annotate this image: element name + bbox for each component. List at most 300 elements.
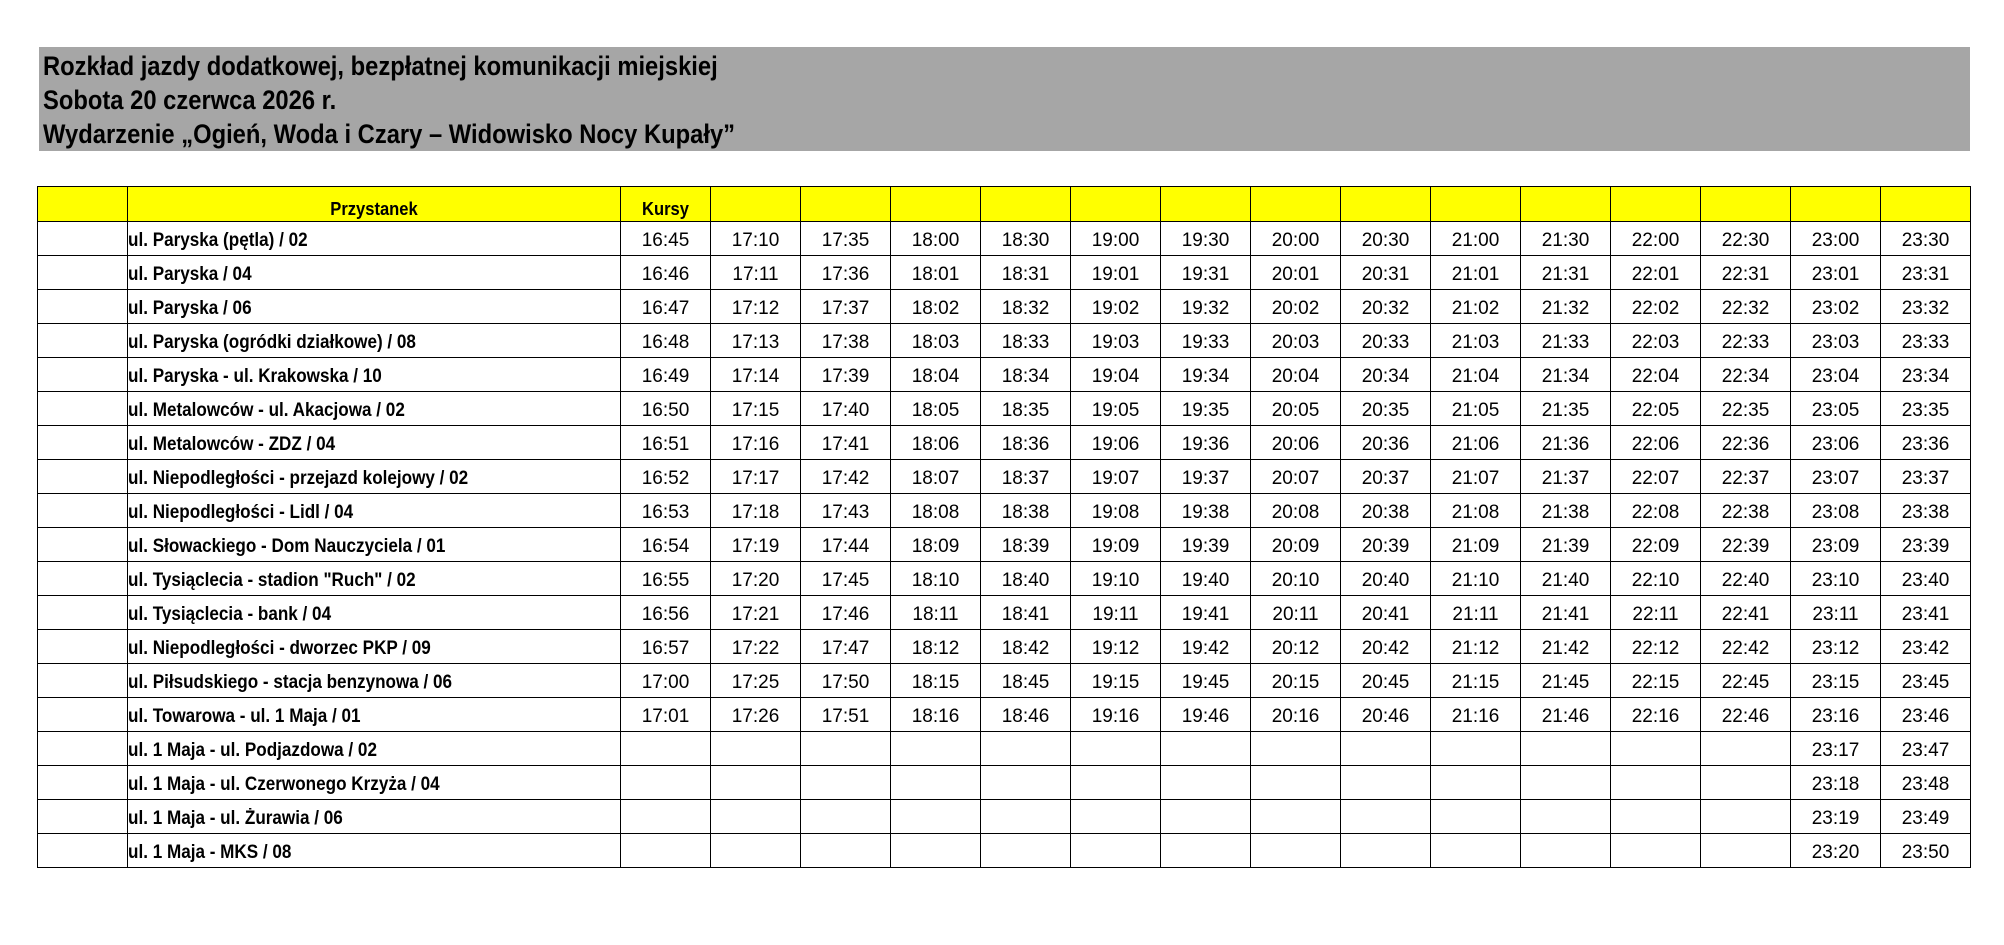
departure-time-cell: [1701, 800, 1791, 834]
departure-time: 23:07: [1811, 468, 1860, 489]
departure-time-cell: [621, 460, 711, 494]
departure-time: 17:51: [821, 706, 870, 727]
departure-time-cell: [1791, 664, 1881, 698]
departure-time-cell: [1251, 732, 1341, 766]
departure-time-cell: [1161, 392, 1251, 426]
departure-time-cell: [1341, 800, 1431, 834]
departure-time: 23:38: [1901, 502, 1950, 523]
departure-time: 23:41: [1901, 604, 1950, 625]
departure-time: 22:30: [1721, 230, 1770, 251]
departure-time-cell: [891, 596, 981, 630]
departure-time-cell: [1161, 358, 1251, 392]
departure-time: 23:08: [1811, 502, 1860, 523]
row-blank-cell: [38, 698, 128, 732]
title-line-1: Rozkład jazdy dodatkowej, bezpłatnej komunikacji miejskiej: [43, 51, 718, 81]
departure-time-cell: [1611, 460, 1701, 494]
departure-time: 19:07: [1091, 468, 1140, 489]
departure-time: 18:05: [911, 400, 960, 421]
departure-time-cell: [1341, 766, 1431, 800]
departure-time: 23:30: [1901, 230, 1950, 251]
departure-time: 18:31: [1001, 264, 1050, 285]
departure-time-cell: [1611, 392, 1701, 426]
departure-time-cell: [1341, 426, 1431, 460]
departure-time-cell: [1161, 256, 1251, 290]
departure-time: 22:32: [1721, 298, 1770, 319]
departure-time-cell: [1881, 494, 1971, 528]
departure-time-cell: [1701, 732, 1791, 766]
departure-time-cell: [1431, 562, 1521, 596]
departure-time-cell: [1071, 528, 1161, 562]
departure-time-cell: [1791, 528, 1881, 562]
departure-time-cell: [891, 732, 981, 766]
departure-time: 22:03: [1631, 332, 1680, 353]
departure-time-cell: [801, 494, 891, 528]
departure-time-cell: [1251, 834, 1341, 868]
departure-time: 19:36: [1181, 434, 1230, 455]
header-empty-cell: [891, 187, 981, 222]
departure-time-cell: [1251, 800, 1341, 834]
header-kursy-label: Kursy: [642, 199, 689, 219]
departure-time-cell: [891, 664, 981, 698]
departure-time-cell: [891, 392, 981, 426]
departure-time-cell: [711, 596, 801, 630]
departure-time: 21:31: [1541, 264, 1590, 285]
departure-time-cell: [711, 698, 801, 732]
departure-time: 23:46: [1901, 706, 1950, 727]
row-blank-cell: [38, 494, 128, 528]
departure-time: 22:10: [1631, 570, 1680, 591]
departure-time-cell: [981, 426, 1071, 460]
departure-time: 17:50: [821, 672, 870, 693]
departure-time-cell: [891, 528, 981, 562]
header-empty-cell: [801, 187, 891, 222]
departure-time: 23:09: [1811, 536, 1860, 557]
stop-name-cell: [128, 528, 621, 562]
departure-time: 19:11: [1092, 604, 1139, 625]
departure-time: 23:42: [1901, 638, 1950, 659]
departure-time: 23:10: [1811, 570, 1860, 591]
departure-time: 20:16: [1271, 706, 1320, 727]
departure-time: 17:16: [731, 434, 780, 455]
departure-time: 21:34: [1541, 366, 1590, 387]
departure-time-cell: [1251, 664, 1341, 698]
departure-time: 23:11: [1812, 604, 1859, 625]
departure-time-cell: [891, 324, 981, 358]
departure-time-cell: [891, 460, 981, 494]
departure-time: 23:33: [1901, 332, 1950, 353]
departure-time-cell: [1881, 290, 1971, 324]
stop-name-cell: [128, 256, 621, 290]
departure-time-cell: [621, 596, 711, 630]
departure-time-cell: [1071, 392, 1161, 426]
departure-time: 21:09: [1451, 536, 1500, 557]
departure-time-cell: [891, 426, 981, 460]
table-row: [38, 596, 1971, 630]
departure-time-cell: [1791, 392, 1881, 426]
departure-time: 23:16: [1811, 706, 1860, 727]
departure-time-cell: [1251, 290, 1341, 324]
departure-time-cell: [1521, 732, 1611, 766]
departure-time-cell: [1521, 324, 1611, 358]
departure-time-cell: [1521, 494, 1611, 528]
departure-time: 20:46: [1361, 706, 1410, 727]
departure-time-cell: [1071, 256, 1161, 290]
departure-time: 20:07: [1271, 468, 1320, 489]
departure-time: 17:13: [731, 332, 780, 353]
departure-time-cell: [1521, 222, 1611, 256]
departure-time: 18:32: [1001, 298, 1050, 319]
departure-time-cell: [1521, 460, 1611, 494]
departure-time: 18:07: [911, 468, 960, 489]
departure-time: 21:32: [1541, 298, 1590, 319]
departure-time: 23:47: [1901, 740, 1950, 761]
row-blank-cell: [38, 460, 128, 494]
departure-time: 20:09: [1271, 536, 1320, 557]
departure-time-cell: [621, 630, 711, 664]
departure-time: 21:41: [1541, 604, 1590, 625]
departure-time-cell: [1521, 800, 1611, 834]
departure-time: 19:33: [1181, 332, 1230, 353]
departure-time-cell: [621, 732, 711, 766]
departure-time-cell: [801, 358, 891, 392]
departure-time-cell: [1251, 460, 1341, 494]
departure-time: 23:17: [1811, 740, 1860, 761]
departure-time: 18:35: [1001, 400, 1050, 421]
departure-time-cell: [1521, 562, 1611, 596]
departure-time-cell: [1071, 290, 1161, 324]
departure-time: 17:22: [731, 638, 780, 659]
departure-time-cell: [1521, 256, 1611, 290]
departure-time-cell: [1791, 460, 1881, 494]
departure-time-cell: [1791, 426, 1881, 460]
departure-time: 17:25: [731, 672, 780, 693]
departure-time-cell: [801, 426, 891, 460]
departure-time-cell: [891, 766, 981, 800]
departure-time-cell: [981, 528, 1071, 562]
stop-name: ul. Niepodległości - dworzec PKP / 09: [128, 638, 431, 659]
departure-time: 19:00: [1091, 230, 1140, 251]
departure-time: 16:50: [641, 400, 690, 421]
header-empty-cell: [1701, 187, 1791, 222]
departure-time-cell: [1431, 324, 1521, 358]
departure-time: 20:04: [1271, 366, 1320, 387]
departure-time: 21:07: [1451, 468, 1500, 489]
departure-time: 23:36: [1901, 434, 1950, 455]
departure-time-cell: [1251, 494, 1341, 528]
departure-time-cell: [801, 528, 891, 562]
departure-time: 22:15: [1631, 672, 1680, 693]
departure-time-cell: [1341, 698, 1431, 732]
departure-time-cell: [891, 630, 981, 664]
departure-time-cell: [1701, 766, 1791, 800]
departure-time: 19:04: [1091, 366, 1140, 387]
stop-name-cell: [128, 596, 621, 630]
departure-time-cell: [891, 494, 981, 528]
departure-time-cell: [981, 324, 1071, 358]
departure-time: 21:06: [1451, 434, 1500, 455]
departure-time: 17:44: [821, 536, 870, 557]
departure-time: 22:31: [1721, 264, 1770, 285]
departure-time-cell: [1341, 630, 1431, 664]
table-row: [38, 732, 1971, 766]
departure-time-cell: [1341, 290, 1431, 324]
departure-time: 19:40: [1181, 570, 1230, 591]
departure-time-cell: [891, 256, 981, 290]
departure-time: 23:04: [1811, 366, 1860, 387]
departure-time: 21:01: [1451, 264, 1500, 285]
departure-time: 17:15: [731, 400, 780, 421]
departure-time: 19:41: [1181, 604, 1230, 625]
departure-time-cell: [1341, 494, 1431, 528]
departure-time-cell: [1161, 222, 1251, 256]
departure-time: 17:36: [821, 264, 870, 285]
departure-time: 22:09: [1631, 536, 1680, 557]
departure-time-cell: [1071, 698, 1161, 732]
departure-time-cell: [1071, 664, 1161, 698]
departure-time-cell: [1341, 528, 1431, 562]
departure-time-cell: [981, 698, 1071, 732]
departure-time: 19:30: [1181, 230, 1230, 251]
departure-time-cell: [1611, 562, 1701, 596]
departure-time-cell: [1251, 562, 1341, 596]
stop-name-cell: [128, 834, 621, 868]
departure-time: 16:46: [641, 264, 690, 285]
table-row: [38, 528, 1971, 562]
departure-time: 18:30: [1001, 230, 1050, 251]
departure-time-cell: [1431, 290, 1521, 324]
departure-time-cell: [1611, 256, 1701, 290]
row-blank-cell: [38, 630, 128, 664]
departure-time-cell: [981, 460, 1071, 494]
departure-time: 20:01: [1271, 264, 1320, 285]
departure-time: 17:41: [821, 434, 870, 455]
departure-time: 22:41: [1721, 604, 1770, 625]
departure-time-cell: [891, 698, 981, 732]
stop-name-cell: [128, 426, 621, 460]
departure-time-cell: [1791, 630, 1881, 664]
departure-time: 19:35: [1181, 400, 1230, 421]
departure-time-cell: [621, 528, 711, 562]
departure-time-cell: [1161, 324, 1251, 358]
departure-time: 23:05: [1811, 400, 1860, 421]
departure-time: 19:01: [1091, 264, 1140, 285]
departure-time-cell: [1071, 800, 1161, 834]
stop-name: ul. Paryska / 04: [128, 264, 252, 285]
departure-time: 23:50: [1901, 842, 1950, 863]
departure-time: 17:35: [821, 230, 870, 251]
departure-time-cell: [1881, 630, 1971, 664]
departure-time-cell: [1701, 698, 1791, 732]
departure-time-cell: [1521, 358, 1611, 392]
departure-time-cell: [801, 460, 891, 494]
departure-time: 19:39: [1181, 536, 1230, 557]
departure-time-cell: [1521, 664, 1611, 698]
departure-time: 16:49: [641, 366, 690, 387]
departure-time-cell: [1341, 562, 1431, 596]
table-row: [38, 358, 1971, 392]
departure-time: 16:48: [641, 332, 690, 353]
departure-time: 19:05: [1091, 400, 1140, 421]
departure-time: 18:10: [911, 570, 960, 591]
departure-time-cell: [1791, 834, 1881, 868]
departure-time: 23:32: [1901, 298, 1950, 319]
departure-time-cell: [1161, 596, 1251, 630]
departure-time: 22:11: [1632, 604, 1679, 625]
departure-time: 21:38: [1541, 502, 1590, 523]
departure-time: 20:05: [1271, 400, 1320, 421]
departure-time-cell: [1071, 460, 1161, 494]
departure-time-cell: [621, 324, 711, 358]
departure-time: 18:06: [911, 434, 960, 455]
table-row: [38, 698, 1971, 732]
departure-time-cell: [1791, 732, 1881, 766]
departure-time-cell: [1251, 358, 1341, 392]
row-blank-cell: [38, 426, 128, 460]
stop-name: ul. Tysiąclecia - bank / 04: [128, 604, 332, 625]
departure-time: 21:08: [1451, 502, 1500, 523]
departure-time-cell: [1881, 800, 1971, 834]
departure-time-cell: [1521, 630, 1611, 664]
header-stop-label: Przystanek: [330, 199, 418, 219]
stop-name-cell: [128, 562, 621, 596]
departure-time-cell: [711, 562, 801, 596]
departure-time-cell: [1251, 766, 1341, 800]
departure-time: 23:01: [1811, 264, 1860, 285]
departure-time: 20:32: [1361, 298, 1410, 319]
departure-time-cell: [1341, 222, 1431, 256]
departure-time-cell: [1161, 834, 1251, 868]
table-header-row: [38, 187, 1971, 222]
departure-time-cell: [1071, 732, 1161, 766]
departure-time-cell: [1701, 528, 1791, 562]
departure-time-cell: [1161, 528, 1251, 562]
departure-time: 22:12: [1631, 638, 1680, 659]
departure-time: 20:10: [1271, 570, 1320, 591]
departure-time: 22:45: [1721, 672, 1770, 693]
departure-time-cell: [1251, 426, 1341, 460]
departure-time-cell: [711, 494, 801, 528]
departure-time: 20:34: [1361, 366, 1410, 387]
departure-time-cell: [891, 800, 981, 834]
departure-time-cell: [1521, 528, 1611, 562]
departure-time-cell: [621, 664, 711, 698]
departure-time-cell: [1161, 664, 1251, 698]
departure-time-cell: [981, 732, 1071, 766]
stop-name-cell: [128, 630, 621, 664]
departure-time: 22:07: [1631, 468, 1680, 489]
departure-time-cell: [1431, 358, 1521, 392]
departure-time-cell: [1251, 528, 1341, 562]
departure-time-cell: [801, 800, 891, 834]
departure-time-cell: [1251, 596, 1341, 630]
table-row: [38, 392, 1971, 426]
departure-time-cell: [1431, 256, 1521, 290]
departure-time-cell: [981, 392, 1071, 426]
departure-time-cell: [1611, 664, 1701, 698]
row-blank-cell: [38, 800, 128, 834]
departure-time: 20:45: [1361, 672, 1410, 693]
stop-name: ul. Tysiąclecia - stadion "Ruch" / 02: [128, 570, 416, 591]
table-row: [38, 290, 1971, 324]
stop-name: ul. Paryska (pętla) / 02: [128, 230, 308, 251]
departure-time: 17:46: [821, 604, 870, 625]
departure-time-cell: [1611, 596, 1701, 630]
stop-name-cell: [128, 392, 621, 426]
departure-time: 17:18: [731, 502, 780, 523]
table-row: [38, 630, 1971, 664]
departure-time-cell: [1431, 460, 1521, 494]
departure-time: 18:39: [1001, 536, 1050, 557]
departure-time-cell: [981, 596, 1071, 630]
departure-time-cell: [801, 290, 891, 324]
departure-time-cell: [1071, 324, 1161, 358]
stop-name-cell: [128, 698, 621, 732]
departure-time-cell: [1161, 426, 1251, 460]
departure-time: 23:03: [1811, 332, 1860, 353]
departure-time: 22:34: [1721, 366, 1770, 387]
departure-time-cell: [1161, 800, 1251, 834]
stop-name: ul. 1 Maja - MKS / 08: [128, 842, 292, 863]
departure-time-cell: [711, 290, 801, 324]
departure-time-cell: [1881, 256, 1971, 290]
departure-time: 22:16: [1631, 706, 1680, 727]
header-stop-cell: [128, 187, 621, 222]
departure-time: 23:34: [1901, 366, 1950, 387]
departure-time-cell: [801, 664, 891, 698]
departure-time: 21:03: [1451, 332, 1500, 353]
departure-time-cell: [1161, 698, 1251, 732]
stop-name-cell: [128, 732, 621, 766]
stop-name: ul. 1 Maja - ul. Podjazdowa / 02: [128, 740, 377, 761]
departure-time: 23:19: [1811, 808, 1860, 829]
departure-time-cell: [1611, 290, 1701, 324]
departure-time: 19:42: [1181, 638, 1230, 659]
departure-time-cell: [1071, 630, 1161, 664]
header-kursy-cell: [621, 187, 711, 222]
departure-time-cell: [1251, 222, 1341, 256]
table-row: [38, 494, 1971, 528]
departure-time-cell: [1431, 698, 1521, 732]
departure-time-cell: [1251, 698, 1341, 732]
departure-time-cell: [711, 460, 801, 494]
departure-time: 19:16: [1091, 706, 1140, 727]
departure-time-cell: [1341, 324, 1431, 358]
departure-time-cell: [1161, 766, 1251, 800]
departure-time-cell: [1071, 596, 1161, 630]
departure-time: 18:11: [912, 604, 959, 625]
departure-time-cell: [1791, 562, 1881, 596]
stop-name: ul. Metalowców - ul. Akacjowa / 02: [128, 400, 405, 421]
departure-time-cell: [621, 800, 711, 834]
departure-time: 21:04: [1451, 366, 1500, 387]
timetable: [37, 186, 1971, 868]
stop-name-cell: [128, 800, 621, 834]
departure-time: 18:02: [911, 298, 960, 319]
departure-time: 23:37: [1901, 468, 1950, 489]
departure-time: 23:15: [1811, 672, 1860, 693]
departure-time-cell: [1431, 494, 1521, 528]
departure-time-cell: [621, 494, 711, 528]
departure-time: 22:05: [1631, 400, 1680, 421]
departure-time: 23:35: [1901, 400, 1950, 421]
departure-time: 20:08: [1271, 502, 1320, 523]
departure-time: 23:45: [1901, 672, 1950, 693]
departure-time-cell: [801, 834, 891, 868]
departure-time-cell: [981, 358, 1071, 392]
departure-time-cell: [1341, 596, 1431, 630]
departure-time-cell: [1881, 766, 1971, 800]
departure-time: 23:12: [1811, 638, 1860, 659]
